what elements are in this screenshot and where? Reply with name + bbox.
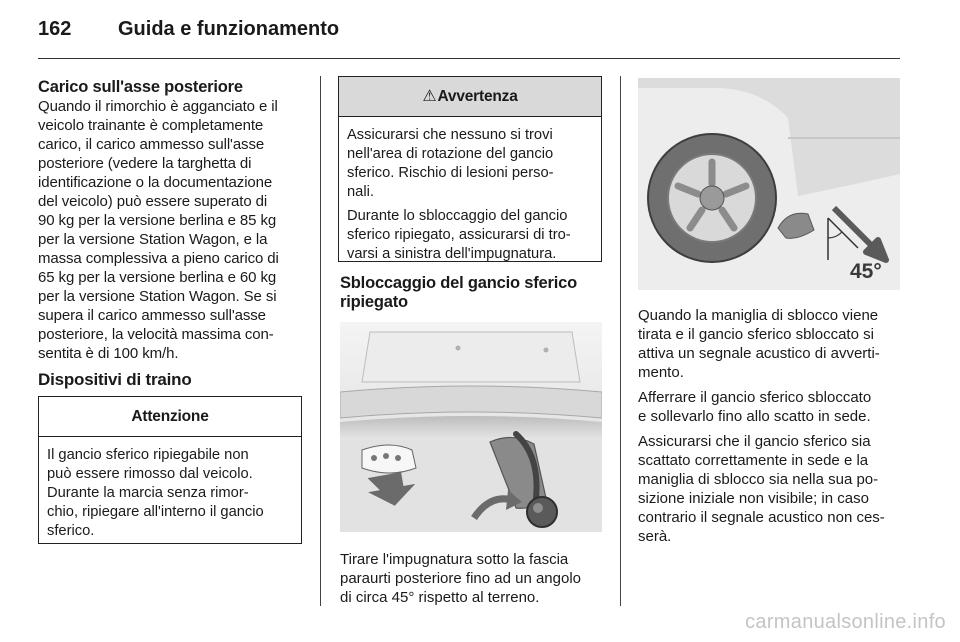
text-line: sizione iniziale non visibile; in caso [638, 490, 869, 507]
warning-header [339, 77, 601, 117]
text-line: attiva un segnale acustico di avverti- [638, 345, 880, 362]
text-line: Il gancio sferico ripiegabile non [47, 447, 249, 463]
left-column [38, 78, 306, 363]
angle-label: 45° [850, 260, 882, 283]
text-line: nell'area di rotazione del gancio [347, 146, 554, 162]
text-line: sferico ripiegato, assicurarsi di tro- [347, 227, 571, 243]
text-line: maniglia di sblocco sia nella sua po- [638, 471, 879, 488]
text-line: sferico. Rischio di lesioni perso- [347, 165, 554, 181]
text-line: e sollevarlo fino allo scatto in sede. [638, 408, 871, 425]
text-line: Afferrare il gancio sferico sbloccato [638, 389, 872, 406]
warning-paragraph-1 [347, 126, 592, 202]
text-line: Durante la marcia senza rimor- [47, 485, 249, 501]
text-line: posteriore, la velocità massima con- [38, 326, 274, 343]
text-line: per la versione Station Wagon, e la [38, 231, 268, 248]
text-line: carico, il carico ammesso sull'asse [38, 136, 265, 153]
page-number: 162 [38, 18, 72, 40]
text-line: tirata e il gancio sferico sbloccato si [638, 326, 874, 343]
text-line: varsi a sinistra dell'impugnatura. [347, 246, 557, 262]
text-line: nali. [347, 184, 374, 200]
text-line: sentita è di 100 km/h. [38, 345, 179, 362]
warning-box [338, 76, 602, 262]
watermark-text: carmanualsonline.info [745, 611, 946, 633]
heading-line: Sbloccaggio del gancio sferico [340, 274, 577, 292]
text-line: Quando il rimorchio è agganciato e il [38, 98, 278, 115]
right-paragraph-1 [638, 306, 908, 382]
text-line: per la versione Station Wagon. Se si [38, 288, 277, 305]
column-divider-2 [620, 76, 621, 606]
section-heading-unlock [340, 274, 602, 312]
caution-body [39, 437, 301, 549]
right-paragraph-2 [638, 388, 908, 426]
caution-box [38, 396, 302, 544]
text-line: di circa 45° rispetto al terreno. [340, 589, 540, 606]
figure-caption [340, 550, 610, 607]
right-paragraph-3 [638, 432, 908, 546]
header-rule [38, 58, 900, 59]
text-line: può essere rimosso dal veicolo. [47, 466, 253, 482]
text-line: 65 kg per la versione berlina e 60 kg [38, 269, 277, 286]
text-line: veicolo trainante è completamente [38, 117, 264, 134]
text-line: del veicolo) può essere superato di [38, 193, 268, 210]
warning-title: Avvertenza [437, 88, 518, 105]
warning-body [339, 117, 601, 277]
heading-line: ripiegato [340, 293, 408, 311]
text-line: chio, ripiegare all'interno il gancio [47, 504, 264, 520]
text-line: supera il carico ammesso sull'asse [38, 307, 266, 324]
warning-paragraph-2 [347, 207, 592, 264]
text-line: identificazione o la documentazione [38, 174, 273, 191]
text-line: 90 kg per la versione berlina e 85 kg [38, 212, 277, 229]
text-line: Durante lo sbloccaggio del gancio [347, 208, 568, 224]
text-line: Assicurarsi che nessuno si trovi [347, 127, 553, 143]
text-line: Tirare l'impugnatura sotto la fascia [340, 551, 569, 568]
text-line: Quando la maniglia di sblocco viene [638, 307, 879, 324]
column-divider-1 [320, 76, 321, 606]
ball-hitch-illustration [340, 322, 602, 532]
chapter-title: Guida e funzionamento [118, 18, 340, 40]
rear-wheel-angle-illustration [638, 78, 900, 290]
right-column [638, 306, 908, 552]
text-line: posteriore (vedere la targhetta di [38, 155, 252, 172]
caution-title: Attenzione [39, 397, 301, 437]
text-line: contrario il segnale acustico non ces- [638, 509, 885, 526]
section-heading-rear-axle: Carico sull'asse posteriore [38, 78, 243, 96]
text-line: serà. [638, 528, 672, 545]
text-line: mento. [638, 364, 684, 381]
text-line: massa complessiva a pieno carico di [38, 250, 279, 267]
warning-triangle-icon: ⚠ [422, 88, 437, 105]
text-line: Assicurarsi che il gancio sferico sia [638, 433, 871, 450]
rear-axle-paragraph [38, 97, 306, 363]
text-line: sferico. [47, 523, 95, 539]
section-heading-towing: Dispositivi di traino [38, 370, 192, 389]
text-line: scattato correttamente in sede e la [638, 452, 869, 469]
text-line: paraurti posteriore fino ad un angolo [340, 570, 581, 587]
